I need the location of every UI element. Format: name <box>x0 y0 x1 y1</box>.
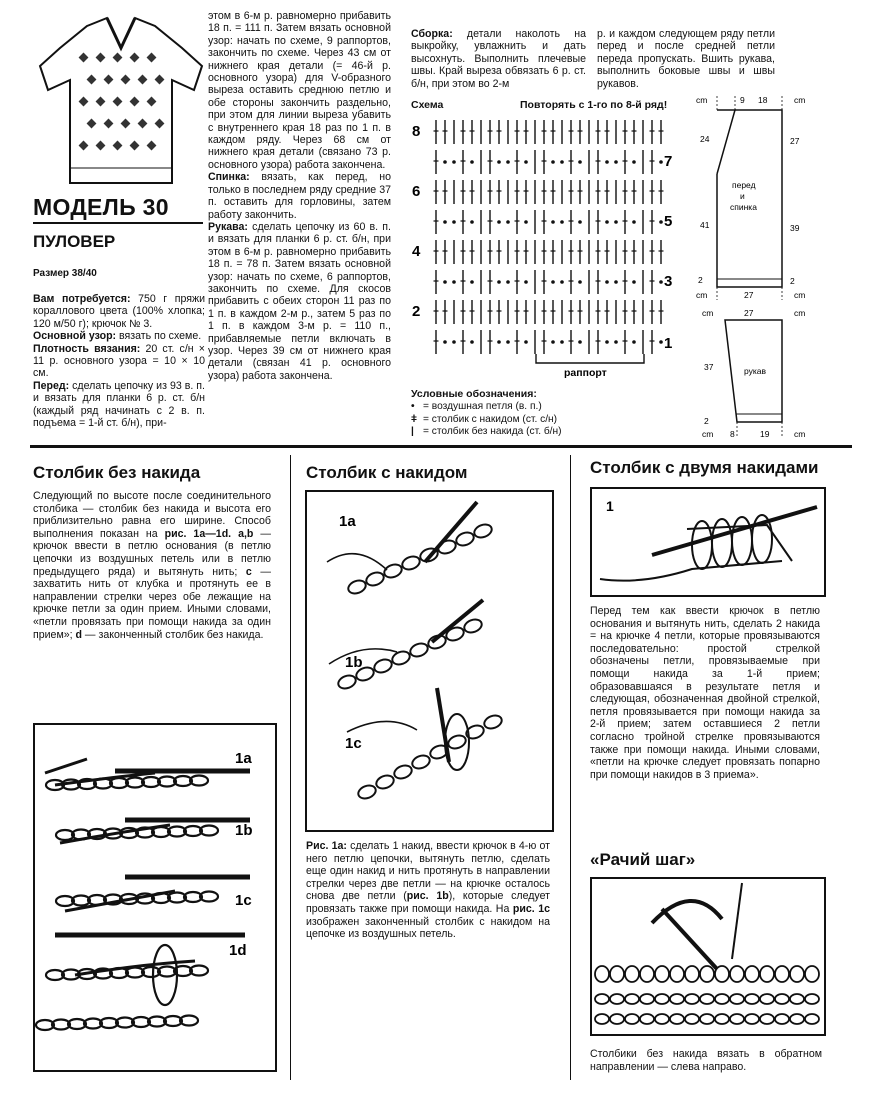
front-value: сделать цепочку из 93 в. п. и вязать для планки 6 р. ст. б/н (каждый ряд начинать с 2 в. п. подъема = 1-й ст. б/н), при- <box>33 379 205 430</box>
model-title: МОДЕЛЬ 30 <box>33 194 169 220</box>
row-number-1: 1 <box>664 335 673 352</box>
pattern-value: вязать по схеме. <box>116 330 202 343</box>
unit-sleeve-top: cm <box>702 308 714 318</box>
crab-figure-frame <box>590 877 826 1036</box>
dim-right-27: 27 <box>790 136 800 146</box>
front-back-label-3: спинка <box>730 202 757 212</box>
assembly-value: детали наколоть на выкройку, увлажнить и дать высохнуть. Выполнить плечевые швы. Край выреза обвязать 6 р. ст. б/н, при этом во 2-м <box>411 28 586 90</box>
legend-dc: ǂ = столбик с накидом (ст. с/н) <box>411 413 558 425</box>
model-subtitle: ПУЛОВЕР <box>33 232 116 251</box>
pattern-label: Основной узор: <box>33 330 117 343</box>
sc-fig-1b: 1b <box>235 822 253 839</box>
unit-top-left: cm <box>696 95 708 105</box>
dim-right-39: 39 <box>790 223 800 233</box>
legend-title: Условные обозначения: <box>411 388 537 400</box>
front-continued: этом в 6-м р. равномерно прибавить 18 п. = 111 п. Затем вязать основной узор: начать по схеме, 9 раппортов, закончить по схеме. Через 43 см от нижнего края детали (= 46-й р. основного узора) для V-образного выреза оставить среднюю петлю и обе стороны закончить раздельно, при этом для линии выреза убавить с внутреннего края 18 раз по 1 п. в каждом ряду. Через 68 см от нижнего края детали (связано 73 р. основного узора) работа закончена. <box>208 10 391 171</box>
crab-description: Столбики без накида вязать в обратном направлении — слева направо. <box>590 1048 822 1073</box>
back-label: Спинка: <box>208 171 250 184</box>
scheme-repeat-note: Повторять с 1-го по 8-й ряд! <box>520 99 668 111</box>
sc-fig-1d: 1d <box>229 942 247 959</box>
tc-title: Столбик с двумя накидами <box>590 458 819 477</box>
sc-description: Следующий по высоте после соединительного столбика — столбик без накида и высота его приблизительно равна его ширине. Способ выполнения показан на рис. 1а—1d. a,b — крючок ввести в петлю основания (в петлю цепочки из воздушных петель или в петлю предыдущего ряда) и вытянуть нить; c — захватить нить от клубка и протянуть ее в направлении стрелки через обе лежащие на крючке петли за один прием. Иными словами, «петли провязать при помощи накида за один прием»; d — законченный столбик без накида. <box>33 490 271 641</box>
section-divider <box>30 445 852 448</box>
materials-text <box>33 293 205 429</box>
unit-sleeve-top-right: cm <box>794 308 806 318</box>
sweater-illustration <box>32 8 210 193</box>
crab-title: «Рачий шаг» <box>590 850 696 869</box>
column-divider-2 <box>570 455 571 1080</box>
unit-mid-right: cm <box>794 290 806 300</box>
row-number-3: 3 <box>664 273 673 290</box>
sleeves-value: сделать цепочку из 60 в. п. и вязать для планки 6 р. ст. б/н, при этом в 6-м р. равномерно прибавить 18 п. = 78 п. Затем вязать основной узор: начать по схеме, 6 раппортов, закончить по схеме. Для скосов прибавить с обеих сторон 11 раз по 1 п. в каждом 2-м р., затем 5 раз по 1 п. в каждом 3-м р. = 110 п., прибавляемые петли включать в узор. Через 39 см от нижнего края детали (связан 41 р. основного узора) работа закончена. <box>208 220 391 382</box>
unit-mid-left: cm <box>696 290 708 300</box>
legend <box>411 401 562 439</box>
density-value: 20 ст. с/н × 11 р. основного узора = 10 × 10 см. <box>33 342 205 380</box>
assembly-text <box>411 28 586 90</box>
front-back-label-2: и <box>740 191 745 201</box>
sc-figure-frame <box>33 723 277 1072</box>
instructions-column-2 <box>208 10 391 382</box>
size-label: Размер 38/40 <box>33 268 97 279</box>
dim-right-2: 2 <box>790 276 795 286</box>
dim-left-2: 2 <box>698 275 703 285</box>
tc-description: Перед тем как ввести крючок в петлю основания и вытянуть нить, сделать 2 накида = на крючке 4 петли, которые провязываются последовательно: простой стрелкой обозначены петли, провязываемые при помощи накида за 1-й прием; образовавшаяся в результате петля и следующая, обозначенная двойной стрелкой, петля провязывается при помощи накида за 2-й прием; затем оставшиеся 2 петли согласно тройной стрелке провязываются также при помощи накида. Иными словами, «петли на крючке следует провязать попарно при помощи накидов в 3 приема». <box>590 605 820 781</box>
dim-sleeve-8: 8 <box>730 429 735 439</box>
title-divider <box>33 222 203 224</box>
tc-figure-frame <box>590 487 826 597</box>
dc-fig-1a: 1a <box>339 513 356 530</box>
materials-value: 750 г пряжи кораллового цвета (100% хлопка; 120 м/50 г); крючок № 3. <box>33 293 205 330</box>
row-number-5: 5 <box>664 213 673 230</box>
row-number-8: 8 <box>412 123 421 140</box>
tc-fig-1: 1 <box>606 498 614 514</box>
crochet-scheme-chart <box>408 110 688 380</box>
dc-caption: Рис. 1а: сделать 1 накид, ввести крючок в 4-ю от него петлю цепочки, вытянуть петлю, сделать еще один накид и нить протянуть в направлении стрелки через две петли — на крючке осталось снова две петли (рис. 1b), которые следует провязать также при помощи накида. На рис. 1с изображен законченный столбик с накидом на цепочке из воздушных петель. <box>306 840 551 941</box>
legend-chain: • = воздушная петля (в. п.) <box>411 401 542 412</box>
materials-label: Вам потребуется: <box>33 293 131 305</box>
dim-sleeve-top: 27 <box>744 308 754 318</box>
dim-left-41: 41 <box>700 220 710 230</box>
dim-left-24: 24 <box>700 134 710 144</box>
row-number-2: 2 <box>412 303 421 320</box>
unit-sleeve-bottom: cm <box>702 429 714 439</box>
dc-figure-frame <box>305 490 554 832</box>
dim-top-9: 9 <box>740 95 745 105</box>
garment-schematic <box>690 92 820 442</box>
density-label: Плотность вязания: <box>33 342 141 355</box>
legend-sc: | = столбик без накида (ст. б/н) <box>411 426 562 437</box>
unit-top-right: cm <box>794 95 806 105</box>
crab-figure <box>592 879 824 1034</box>
dim-top-18: 18 <box>758 95 768 105</box>
dc-fig-1c: 1c <box>345 735 362 752</box>
back-value: вязать, как перед, но только в последнем ряду средние 37 п. оставить для горловины, затем работу закончить. <box>208 171 391 221</box>
sleeves-label: Рукава: <box>208 220 248 233</box>
sleeve-label: рукав <box>744 366 767 376</box>
column-divider-1 <box>290 455 291 1080</box>
row-number-4: 4 <box>412 243 421 260</box>
rapport-label: раппорт <box>564 367 607 379</box>
dc-title: Столбик с накидом <box>306 463 468 482</box>
tc-figure <box>592 489 824 595</box>
dc-figure <box>307 492 552 830</box>
unit-sleeve-bottom-right: cm <box>794 429 806 439</box>
scheme-label: Схема <box>411 99 444 111</box>
dim-sleeve-37: 37 <box>704 362 714 372</box>
assembly-label: Сборка: <box>411 28 453 40</box>
dim-sleeve-19: 19 <box>760 429 770 439</box>
sc-title: Столбик без накида <box>33 463 201 482</box>
dim-sleeve-2: 2 <box>704 416 709 426</box>
row-number-7: 7 <box>664 153 673 170</box>
front-label: Перед: <box>33 379 70 392</box>
sc-fig-1a: 1a <box>235 750 252 767</box>
dim-bottom-27: 27 <box>744 290 754 300</box>
assembly-continued: р. и каждом следующем ряду петли перед и после средней петли переда пропускать. Вшить рукава, выполнить боковые швы и швы рукавов. <box>597 28 775 90</box>
row-number-6: 6 <box>412 183 421 200</box>
front-back-label-1: перед <box>732 180 756 190</box>
dc-fig-1b: 1b <box>345 654 363 671</box>
sc-figure <box>35 725 275 1070</box>
sc-fig-1c: 1c <box>235 892 252 909</box>
